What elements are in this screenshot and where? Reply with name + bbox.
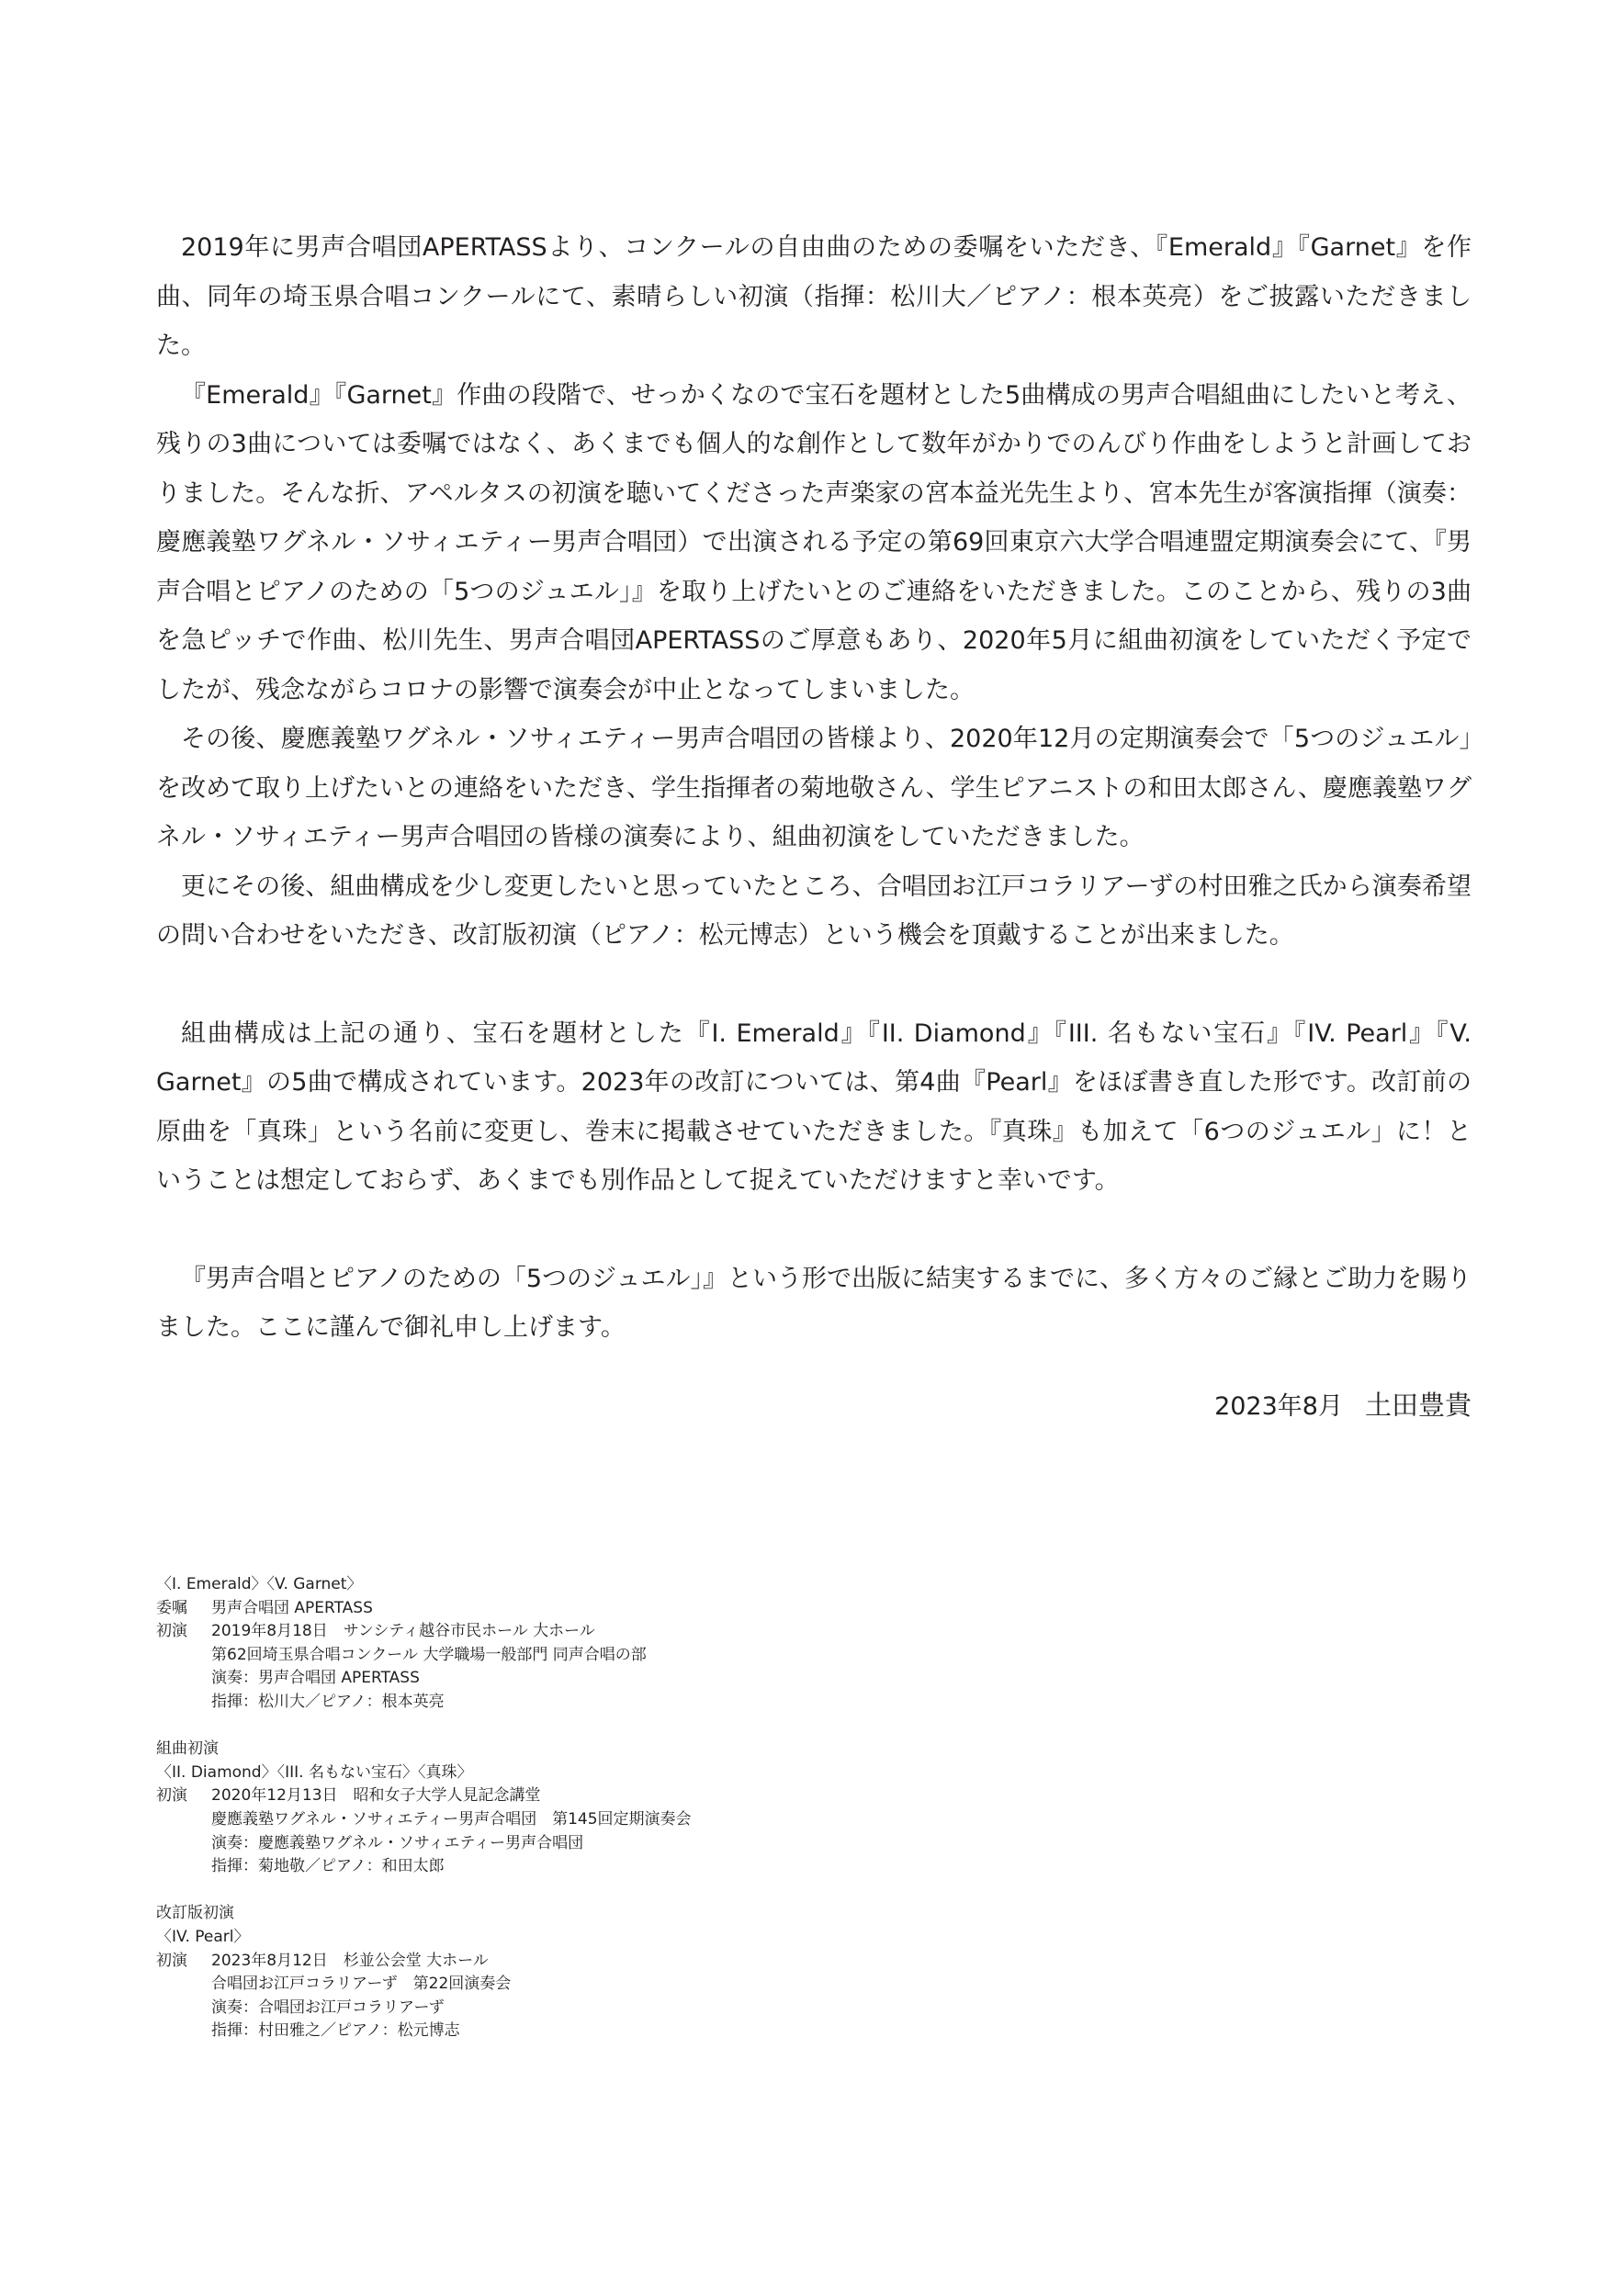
premiere-block bbox=[156, 1902, 692, 2043]
premiere-text: 2019年8月18日 サンシティ越谷市民ホール 大ホール 第62回埼玉県合唱コンクール 大学職場一般部門 同声合唱の部 演奏：男声合唱団 APERTASS 指揮：松川大／ピアノ：根本英亮 bbox=[211, 1622, 647, 1711]
premiere-label: 初演 bbox=[156, 1786, 187, 1806]
premiere-heading: 組曲初演 bbox=[156, 1739, 219, 1759]
signature-date: 2023年8月 bbox=[1214, 1392, 1343, 1421]
paragraph: 2019年に男声合唱団APERTASSより、コンクールの自由曲のための委嘱をいただき、『Emerald』『Garnet』を作曲、同年の埼玉県合唱コンクールにて、素晴らしい初演（指揮：松川大／ピアノ：根本英亮）をご披露いただきました。 bbox=[156, 233, 1472, 360]
paragraph: 組曲構成は上記の通り、宝石を題材とした『I. Emerald』『II. Diamond』『III. 名もない宝石』『IV. Pearl』『V. Garnet』の5曲で構成されています。2023年の改訂については、第4曲『Pearl』をほぼ書き直した形です。改訂前の原曲を「真珠」という名前に変更し、巻末に掲載させていただきました。『真珠』も加えて「6つのジュエル」に！ということは想定しておらず、あくまでも別作品として捉えていただけますと幸いです。 bbox=[156, 1019, 1472, 1195]
premiere-label: 委嘱 bbox=[156, 1598, 187, 1617]
premiere-notes bbox=[156, 1573, 692, 2066]
premiere-label: 初演 bbox=[156, 1951, 187, 1970]
premiere-text: 2020年12月13日 昭和女子大学人見記念講堂 慶應義塾ワグネル・ソサィエティー男声合唱団 第145回定期演奏会 演奏：慶應義塾ワグネル・ソサィエティー男声合唱団 指揮：菊地敬／ピアノ：和田太郎 bbox=[211, 1786, 692, 1876]
premiere-heading: 改訂版初演 bbox=[156, 1904, 234, 1923]
premiere-works: 〈II. Diamond〉〈III. 名もない宝石〉〈真珠〉 bbox=[156, 1762, 473, 1782]
premiere-works: 〈I. Emerald〉〈V. Garnet〉 bbox=[156, 1575, 363, 1593]
signature bbox=[1214, 1387, 1472, 1425]
premiere-works: 〈IV. Pearl〉 bbox=[156, 1927, 250, 1946]
paragraph: 更にその後、組曲構成を少し変更したいと思っていたところ、合唱団お江戸コラリアーずの村田雅之氏から演奏希望の問い合わせをいただき、改訂版初演（ピアノ：松元博志）という機会を頂戴することが出来ました。 bbox=[156, 872, 1472, 950]
paragraph: その後、慶應義塾ワグネル・ソサィエティー男声合唱団の皆様より、2020年12月の定期演奏会で「5つのジュエル」を改めて取り上げたいとの連絡をいただき、学生指揮者の菊地敬さん、学生ピアニストの和田太郎さん、慶應義塾ワグネル・ソサィエティー男声合唱団の皆様の演奏により、組曲初演をしていただきました。 bbox=[156, 725, 1472, 851]
signature-name: 土田豊貴 bbox=[1364, 1390, 1472, 1421]
paragraph: 『男声合唱とピアノのための「5つのジュエル」』という形で出版に結実するまでに、多く方々のご縁とご助力を賜りました。ここに謹んで御礼申し上げます。 bbox=[156, 1264, 1472, 1342]
premiere-label: 初演 bbox=[156, 1622, 187, 1641]
premiere-block bbox=[156, 1573, 692, 1715]
paragraph: 『Emerald』『Garnet』作曲の段階で、せっかくなので宝石を題材とした5曲構成の男声合唱組曲にしたいと考え、残りの3曲については委嘱ではなく、あくまでも個人的な創作として数年がかりでのんびり作曲をしようと計画しておりました。そんな折、アペルタスの初演を聴いてくださった声楽家の宮本益光先生より、宮本先生が客演指揮（演奏：慶應義塾ワグネル・ソサィエティー男声合唱団）で出演される予定の第69回東京六大学合唱連盟定期演奏会にて、『男声合唱とピアノのための「5つのジュエル」』を取り上げたいとのご連絡をいただきました。このことから、残りの3曲を急ピッチで作曲、松川先生、男声合唱団APERTASSのご厚意もあり、2020年5月に組曲初演をしていただく予定でしたが、残念ながらコロナの影響で演奏会が中止となってしまいました。 bbox=[156, 380, 1472, 704]
premiere-block bbox=[156, 1738, 692, 1879]
premiere-text: 2023年8月12日 杉並公会堂 大ホール 合唱団お江戸コラリアーず 第22回演奏会 演奏：合唱団お江戸コラリアーず 指揮：村田雅之／ピアノ：松元博志 bbox=[211, 1951, 512, 2041]
preface-body bbox=[156, 223, 1472, 1353]
premiere-text: 男声合唱団 APERTASS bbox=[211, 1598, 373, 1617]
